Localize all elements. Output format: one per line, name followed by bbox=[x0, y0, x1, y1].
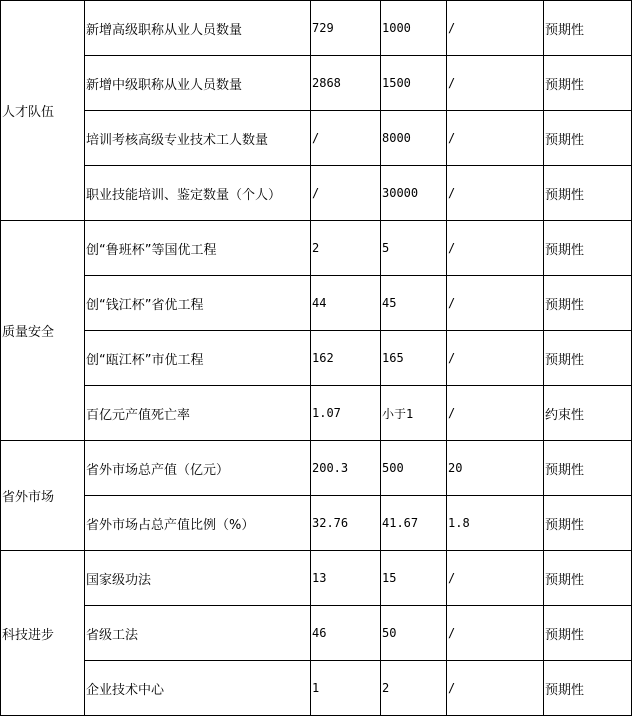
table-row bbox=[1, 386, 632, 441]
indicator-cell: 培训考核高级专业技术工人数量 bbox=[85, 111, 311, 166]
table-row bbox=[1, 1, 632, 56]
value-2-cell: 15 bbox=[381, 551, 447, 606]
value-3-cell: 1.8 bbox=[447, 496, 544, 551]
value-1-cell: 2868 bbox=[311, 56, 381, 111]
attribute-cell: 预期性 bbox=[544, 661, 632, 716]
indicator-cell: 企业技术中心 bbox=[85, 661, 311, 716]
indicator-cell: 职业技能培训、鉴定数量（个人） bbox=[85, 166, 311, 221]
value-3-cell: / bbox=[447, 606, 544, 661]
value-2-cell: 50 bbox=[381, 606, 447, 661]
value-2-cell: 165 bbox=[381, 331, 447, 386]
value-1-cell: 1.07 bbox=[311, 386, 381, 441]
value-3-cell: / bbox=[447, 221, 544, 276]
value-2-cell: 2 bbox=[381, 661, 447, 716]
value-1-cell: / bbox=[311, 111, 381, 166]
attribute-cell: 预期性 bbox=[544, 441, 632, 496]
attribute-cell: 约束性 bbox=[544, 386, 632, 441]
category-cell: 省外市场 bbox=[1, 441, 85, 551]
attribute-cell: 预期性 bbox=[544, 551, 632, 606]
value-3-cell: / bbox=[447, 331, 544, 386]
value-1-cell: 200.3 bbox=[311, 441, 381, 496]
attribute-cell: 预期性 bbox=[544, 166, 632, 221]
value-2-cell: 41.67 bbox=[381, 496, 447, 551]
indicator-cell: 创“鲁班杯”等国优工程 bbox=[85, 221, 311, 276]
table-row bbox=[1, 606, 632, 661]
value-2-cell: 1500 bbox=[381, 56, 447, 111]
indicator-cell: 省级工法 bbox=[85, 606, 311, 661]
table-row bbox=[1, 331, 632, 386]
category-cell: 科技进步 bbox=[1, 551, 85, 716]
value-1-cell: 162 bbox=[311, 331, 381, 386]
attribute-cell: 预期性 bbox=[544, 1, 632, 56]
table-row bbox=[1, 111, 632, 166]
table-row bbox=[1, 661, 632, 716]
value-3-cell: / bbox=[447, 56, 544, 111]
value-1-cell: 13 bbox=[311, 551, 381, 606]
table-row bbox=[1, 496, 632, 551]
value-3-cell: / bbox=[447, 276, 544, 331]
value-2-cell: 5 bbox=[381, 221, 447, 276]
indicator-cell: 省外市场总产值（亿元） bbox=[85, 441, 311, 496]
value-2-cell: 1000 bbox=[381, 1, 447, 56]
value-3-cell: / bbox=[447, 661, 544, 716]
attribute-cell: 预期性 bbox=[544, 496, 632, 551]
value-1-cell: 2 bbox=[311, 221, 381, 276]
value-3-cell: / bbox=[447, 111, 544, 166]
attribute-cell: 预期性 bbox=[544, 56, 632, 111]
value-2-cell: 30000 bbox=[381, 166, 447, 221]
attribute-cell: 预期性 bbox=[544, 111, 632, 166]
indicator-cell: 省外市场占总产值比例（%） bbox=[85, 496, 311, 551]
value-3-cell: / bbox=[447, 166, 544, 221]
indicator-cell: 百亿元产值死亡率 bbox=[85, 386, 311, 441]
attribute-cell: 预期性 bbox=[544, 331, 632, 386]
value-1-cell: 32.76 bbox=[311, 496, 381, 551]
indicator-cell: 创“瓯江杯”市优工程 bbox=[85, 331, 311, 386]
value-1-cell: / bbox=[311, 166, 381, 221]
table-row bbox=[1, 276, 632, 331]
value-1-cell: 46 bbox=[311, 606, 381, 661]
value-1-cell: 729 bbox=[311, 1, 381, 56]
value-1-cell: 1 bbox=[311, 661, 381, 716]
indicator-cell: 创“钱江杯”省优工程 bbox=[85, 276, 311, 331]
indicator-cell: 国家级功法 bbox=[85, 551, 311, 606]
value-2-cell: 8000 bbox=[381, 111, 447, 166]
value-2-cell: 500 bbox=[381, 441, 447, 496]
table-row bbox=[1, 441, 632, 496]
attribute-cell: 预期性 bbox=[544, 276, 632, 331]
indicator-cell: 新增高级职称从业人员数量 bbox=[85, 1, 311, 56]
value-3-cell: / bbox=[447, 1, 544, 56]
table-row bbox=[1, 551, 632, 606]
category-cell: 人才队伍 bbox=[1, 1, 85, 221]
value-3-cell: 20 bbox=[447, 441, 544, 496]
table-row bbox=[1, 56, 632, 111]
value-3-cell: / bbox=[447, 386, 544, 441]
category-cell: 质量安全 bbox=[1, 221, 85, 441]
value-2-cell: 45 bbox=[381, 276, 447, 331]
value-2-cell: 小于1 bbox=[381, 386, 447, 441]
table-row bbox=[1, 166, 632, 221]
attribute-cell: 预期性 bbox=[544, 606, 632, 661]
indicator-cell: 新增中级职称从业人员数量 bbox=[85, 56, 311, 111]
attribute-cell: 预期性 bbox=[544, 221, 632, 276]
value-3-cell: / bbox=[447, 551, 544, 606]
table-body bbox=[1, 1, 632, 716]
table-row bbox=[1, 221, 632, 276]
value-1-cell: 44 bbox=[311, 276, 381, 331]
